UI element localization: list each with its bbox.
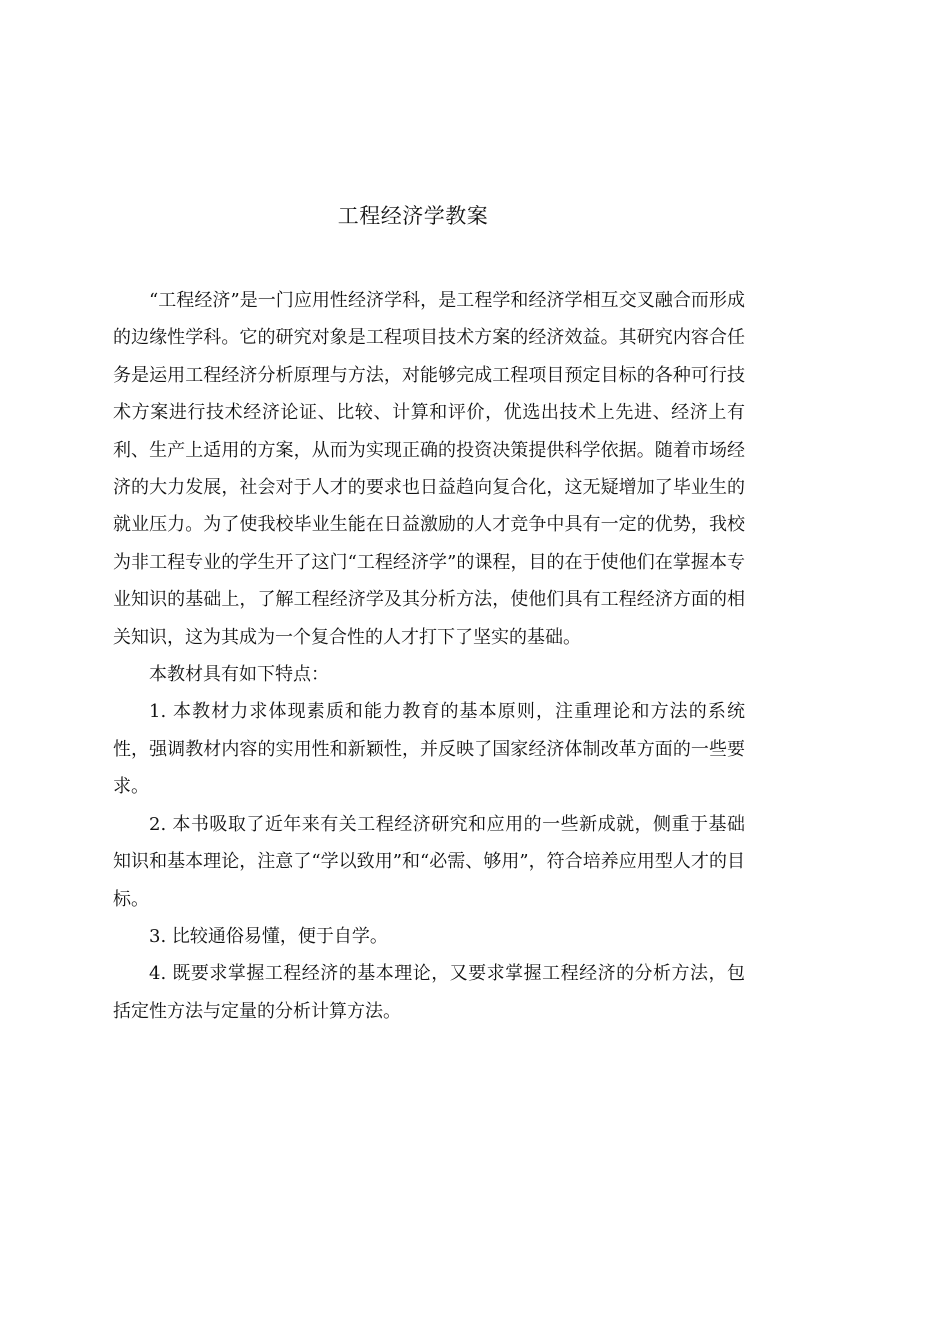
document-body xyxy=(113,282,745,1030)
paragraph-feature-1: 1. 本教材力求体现素质和能力教育的基本原则，注重理论和方法的系统性，强调教材内容的实用性和新颖性，并反映了国家经济体制改革方面的一些要求。 xyxy=(113,701,745,798)
paragraph-feature-2: 2. 本书吸取了近年来有关工程经济研究和应用的一些新成就，侧重于基础知识和基本理论，注意了“学以致用”和“必需、够用”，符合培养应用型人才的目标。 xyxy=(113,813,745,910)
paragraph-features-heading: 本教材具有如下特点： xyxy=(149,664,329,686)
paragraph-intro: “工程经济”是一门应用性经济学科，是工程学和经济学相互交叉融合而形成的边缘性学科。它的研究对象是工程项目技术方案的经济效益。其研究内容合任务是运用工程经济分析原理与方法，对能够完成工程项目预定目标的各种可行技术方案进行技术经济论证、比较、计算和评价，优选出技术上先进、经济上有利、生产上适用的方案，从而为实现正确的投资决策提供科学依据。随着市场经济的大力发展，社会对于人才的要求也日益趋向复合化，这无疑增加了毕业生的就业压力。为了使我校毕业生能在日益激励的人才竞争中具有一定的优势，我校为非工程专业的学生开了这门“工程经济学”的课程，目的在于使他们在掌握本专业知识的基础上，了解工程经济学及其分析方法，使他们具有工程经济方面的相关知识，这为其成为一个复合性的人才打下了坚实的基础。 xyxy=(113,290,745,648)
paragraph-feature-3: 3. 比较通俗易懂，便于自学。 xyxy=(149,925,388,947)
document-title: 工程经济学教案 xyxy=(337,204,489,228)
paragraph-feature-4: 4. 既要求掌握工程经济的基本理论，又要求掌握工程经济的分析方法，包括定性方法与定量的分析计算方法。 xyxy=(113,963,745,1022)
